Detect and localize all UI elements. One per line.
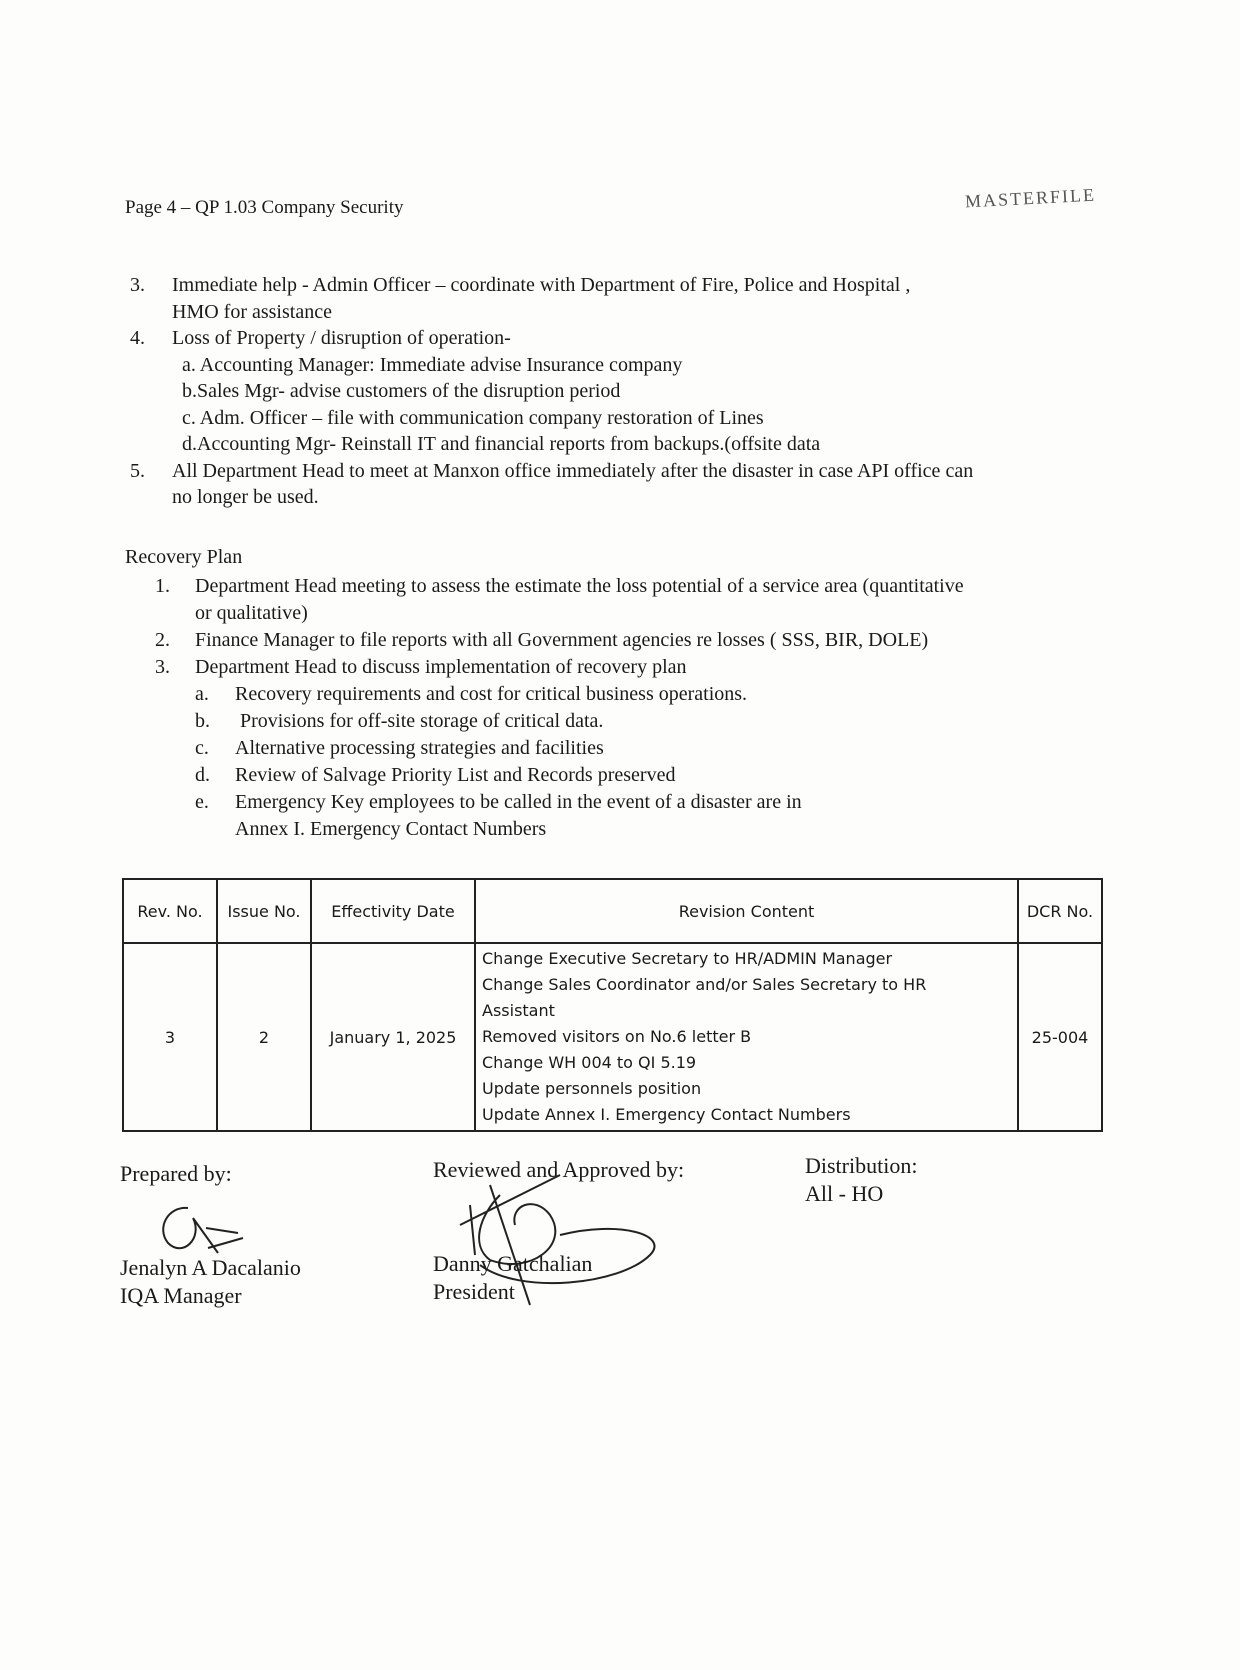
cell-dcr-no: 25-004 bbox=[1018, 943, 1102, 1131]
list-item-continuation: or qualitative) bbox=[195, 602, 308, 624]
col-header-revision-content: Revision Content bbox=[475, 879, 1018, 943]
table-row bbox=[123, 943, 1102, 1131]
col-header-rev-no: Rev. No. bbox=[123, 879, 217, 943]
revision-line: Update personnels position bbox=[482, 1079, 702, 1098]
distribution-label: Distribution: bbox=[805, 1153, 918, 1178]
prepared-by-name-block bbox=[120, 1254, 301, 1310]
revision-line: Change Executive Secretary to HR/ADMIN Manager bbox=[482, 949, 893, 968]
list-item: 3. Department Head to discuss implementation of recovery plan bbox=[155, 656, 687, 678]
prepared-by-label: Prepared by: bbox=[120, 1161, 232, 1186]
revision-table bbox=[122, 878, 1103, 1132]
list-subitem: d. Review of Salvage Priority List and Records preserved bbox=[195, 764, 676, 786]
reviewed-name: Danny Gatchalian bbox=[433, 1251, 593, 1276]
distribution-block bbox=[805, 1152, 917, 1208]
list-subitem: a. Recovery requirements and cost for critical business operations. bbox=[195, 683, 748, 705]
revision-line: Removed visitors on No.6 letter B bbox=[482, 1027, 752, 1046]
revision-line: Assistant bbox=[482, 1001, 555, 1020]
cell-issue-no: 2 bbox=[217, 943, 311, 1131]
cell-effectivity-date: January 1, 2025 bbox=[311, 943, 475, 1131]
list-subitem: a. Accounting Manager: Immediate advise Insurance company bbox=[182, 353, 683, 376]
list-subitem: d.Accounting Mgr- Reinstall IT and financial reports from backups.(offsite data bbox=[182, 433, 821, 455]
prepared-title: IQA Manager bbox=[120, 1283, 242, 1308]
list-item: 4. Loss of Property / disruption of operation- bbox=[130, 327, 511, 349]
list-subitem: b. Provisions for off-site storage of critical data. bbox=[195, 710, 604, 732]
list-item: 5. All Department Head to meet at Manxon office immediately after the disaster in case API office can bbox=[130, 459, 974, 482]
prepared-name: Jenalyn A Dacalanio bbox=[120, 1255, 301, 1280]
list-item-continuation: HMO for assistance bbox=[172, 300, 332, 323]
distribution-value: All - HO bbox=[805, 1181, 884, 1206]
list-subitem: b.Sales Mgr- advise customers of the disruption period bbox=[182, 380, 621, 402]
list-subitem-continuation: Annex I. Emergency Contact Numbers bbox=[235, 818, 547, 840]
list-subitem: c. Adm. Officer – file with communication company restoration of Lines bbox=[182, 406, 764, 429]
col-header-effectivity-date: Effectivity Date bbox=[311, 879, 475, 943]
list-item-continuation: no longer be used. bbox=[172, 486, 319, 508]
col-header-dcr-no: DCR No. bbox=[1018, 879, 1102, 943]
list-subitem: e. Emergency Key employees to be called in the event of a disaster are in bbox=[195, 791, 802, 813]
continued-list bbox=[130, 272, 973, 511]
revision-line: Change Sales Coordinator and/or Sales Secretary to HR bbox=[482, 975, 927, 994]
reviewed-by-label: Reviewed and Approved by: bbox=[433, 1157, 685, 1182]
list-item: 3. Immediate help - Admin Officer – coordinate with Department of Fire, Police and Hospital , bbox=[130, 274, 911, 296]
reviewed-by-name-block bbox=[433, 1250, 592, 1306]
recovery-list bbox=[155, 573, 964, 843]
table-header-row bbox=[123, 879, 1102, 943]
reviewed-title: President bbox=[433, 1279, 515, 1304]
recovery-plan-heading: Recovery Plan bbox=[125, 546, 243, 568]
cell-revision-content bbox=[475, 943, 1018, 1131]
list-item: 2. Finance Manager to file reports with all Government agencies re losses ( SSS, BIR, DOLE) bbox=[155, 629, 929, 651]
revision-line: Change WH 004 to QI 5.19 bbox=[482, 1053, 697, 1072]
page-title: Page 4 – QP 1.03 Company Security bbox=[125, 197, 404, 218]
revision-line: Update Annex I. Emergency Contact Numbers bbox=[482, 1105, 851, 1124]
list-subitem: c. Alternative processing strategies and facilities bbox=[195, 737, 604, 759]
col-header-issue-no: Issue No. bbox=[217, 879, 311, 943]
cell-rev-no: 3 bbox=[123, 943, 217, 1131]
list-item: 1. Department Head meeting to assess the estimate the loss potential of a service area (quantitative bbox=[155, 575, 964, 597]
masterfile-stamp: MASTERFILE bbox=[964, 184, 1097, 212]
